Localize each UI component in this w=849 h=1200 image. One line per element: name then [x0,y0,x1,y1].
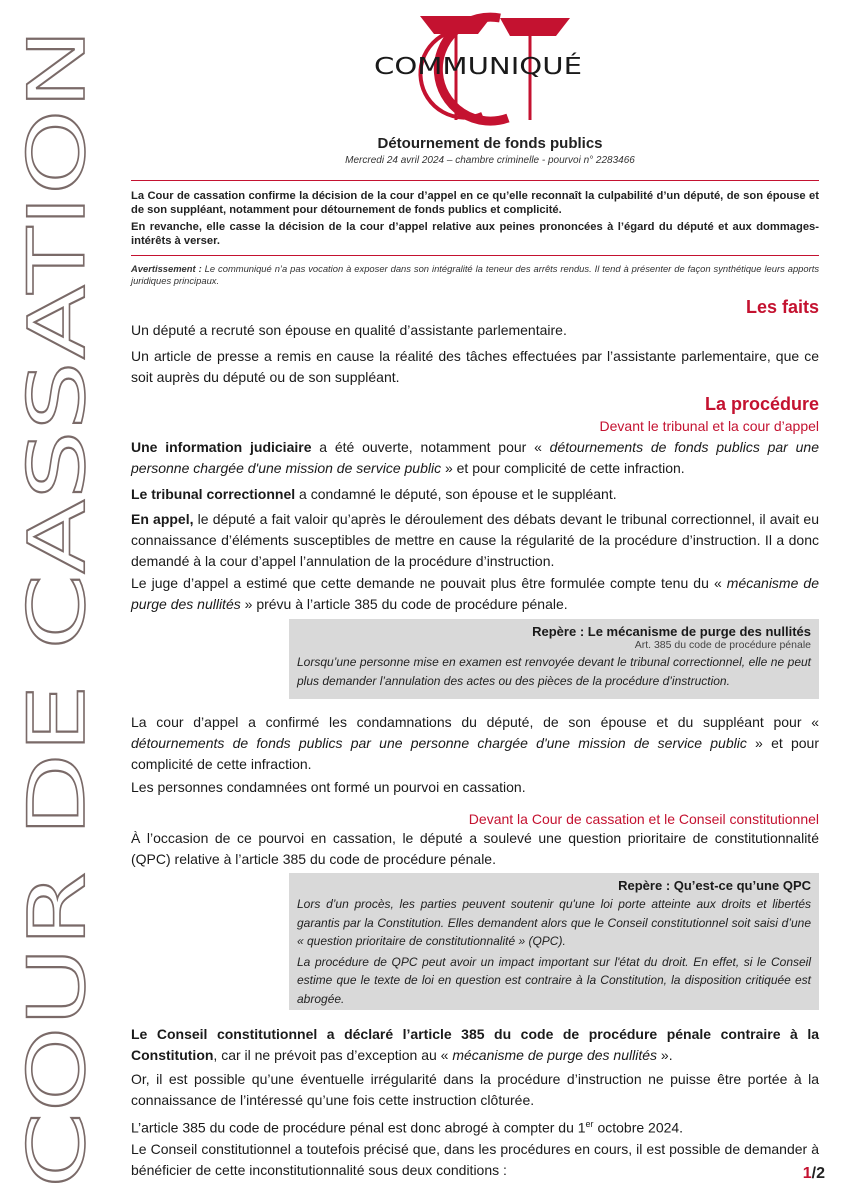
procedure-paragraph-8 [131,1024,819,1066]
summary-paragraph-1: La Cour de cassation confirme la décision de la cour d’appel en ce qu’elle reconnaît la culpabilité d’un député, de son épouse et de son suppléant, notamment pour détournement de fonds publics et complicité. [131,190,819,216]
page-number [803,1165,825,1183]
p4-text-a: Le juge d’appel a estimé que cette demande ne pouvait plus être formulée compte tenu du « [131,575,727,591]
p1-bold: Une information judiciaire [131,439,312,455]
procedure-paragraph-1 [131,437,819,479]
procedure-paragraph-11: Le Conseil constitutionnel a toutefois précisé que, dans les procédures en cours, il est possible de demander à bénéficier de cette inconstitutionnalité sous deux conditions : [131,1141,819,1178]
repere-qpc-text-2: La procédure de QPC peut avoir un impact important sur l'état du droit. En effet, si le Conseil estime que le texte de loi en question est contraire à la Constitution, la disposition critiquée est abrogée. [297,954,811,1006]
page-total: /2 [811,1165,825,1182]
p4-italic: mécanisme de purge des nullités [131,575,820,612]
procedure-paragraph-3 [131,509,819,572]
document-title: Détournement de fonds publics [377,135,603,152]
p8-bold: Le Conseil constitutionnel a déclaré l’article 385 du code de procédure pénale contraire à la Constitution [131,1026,819,1063]
p10-text-a: L’article 385 du code de procédure pénal est donc abrogé à compter du 1 [131,1119,586,1136]
p5-text-b: » et pour complicité de cette infraction. [131,735,819,772]
page-current: 1 [802,1165,812,1182]
p4-text-b: » prévu à l’article 385 du code de procédure pénale. [240,596,568,612]
repere-qpc-title: Repère : Qu’est-ce qu’une QPC [618,878,811,893]
warning-label: Avertissement : [131,263,202,274]
logo-label: COMMUNIQUÉ [374,54,539,80]
vertical-title-text: COUR DE CASSATION [13,355,103,1188]
vertical-title [0,0,110,1200]
communique-logo [360,10,590,130]
procedure-paragraph-10 [131,1114,819,1139]
faits-paragraph-1: Un député a recruté son épouse en qualité d’assistante parlementaire. [131,322,567,338]
subheading-tribunal: Devant le tribunal et la cour d’appel [599,418,819,434]
procedure-paragraph-2 [131,484,819,505]
repere-purge-title: Repère : Le mécanisme de purge des nullités [532,624,811,639]
procedure-paragraph-4 [131,573,819,615]
faits-paragraph-2: Un article de presse a remis en cause la réalité des tâches effectuées par l’assistante parlementaire, que ce soit auprès du député ou de son suppléant. [131,348,819,385]
summary-paragraph-2: En revanche, elle casse la décision de la cour d’appel relative aux peines prononcées à l’égard du député et aux dommages-intérêts à verser. [131,221,819,247]
p8-text-b: ». [657,1047,673,1063]
section-heading-procedure: La procédure [704,394,819,414]
warning-text: Le communiqué n’a pas vocation à exposer dans son intégralité la teneur des arrêts rendus. Il tend à présenter de façon synthétique leurs apports juridiques principaux. [131,263,820,286]
p5-italic: détournements de fonds publics par une personne chargée d'une mission de service public [131,735,747,751]
repere-purge-text: Lorsqu’une personne mise en examen est renvoyée devant le tribunal correctionnel, elle ne peut plus demander l’annulation des actes ou des pièces de la procédure d’instruction. [297,655,811,688]
procedure-paragraph-9: Or, il est possible qu’une éventuelle irrégularité dans la procédure d’instruction ne puisse être portée à la connaissance de l’intéressé qu’une fois cette instruction clôturée. [131,1071,819,1108]
p5-text-a: La cour d’appel a confirmé les condamnations du député, de son épouse et du suppléant pour « [131,714,819,730]
p10-text-b: octobre 2024. [593,1119,684,1136]
p3-text: le député a fait valoir qu’après le déroulement des débats devant le tribunal correctionnel, il avait eu connaissance d’éléments susceptibles de mettre en cause la régularité de la procédure d’instruction. Il a donc demandé à la cour d’appel l’annulation de la procédure d’instruction. [131,511,820,569]
summary-block [131,180,819,256]
p1-text-b: » et pour complicité de cette infraction. [441,460,685,476]
section-heading-faits: Les faits [745,297,819,317]
procedure-paragraph-6: Les personnes condamnées ont formé un pourvoi en cassation. [131,779,526,795]
p8-text-a: , car il ne prévoit pas d’exception au « [213,1047,453,1063]
p2-bold: Le tribunal correctionnel [131,486,296,502]
p10-superscript: er [585,1119,594,1129]
p8-italic: mécanisme de purge des nullités [452,1047,658,1063]
procedure-paragraph-7: À l’occasion de ce pourvoi en cassation, le député a soulevé une question prioritaire de constitutionnalité (QPC) relative à l’article 385 du code de procédure pénale. [131,830,819,867]
repere-purge-ref: Art. 385 du code de procédure pénale [634,639,811,651]
p2-text: a condamné le député, son épouse et le suppléant. [295,486,617,502]
p1-text-a: a été ouverte, notamment pour « [311,439,550,455]
procedure-paragraph-5 [131,712,819,775]
subheading-cassation: Devant la Cour de cassation et le Conseil constitutionnel [468,811,819,827]
repere-box-qpc [289,873,819,1010]
document-subtitle: Mercredi 24 avril 2024 – chambre criminelle - pourvoi n° 2283466 [345,155,635,166]
p3-bold: En appel, [131,511,194,527]
p1-italic: détournements de fonds publics par une personne chargée d'une mission de service public [131,439,819,476]
warning-note [131,263,819,287]
repere-box-purge [289,619,819,699]
repere-qpc-text-1: Lors d’un procès, les parties peuvent soutenir qu'une loi porte atteinte aux droits et libertés garantis par la Constitution. Elles demandent alors que le Conseil constitutionnel soit saisi d’une « question prioritaire de constitutionnalité » (QPC). [297,897,811,948]
